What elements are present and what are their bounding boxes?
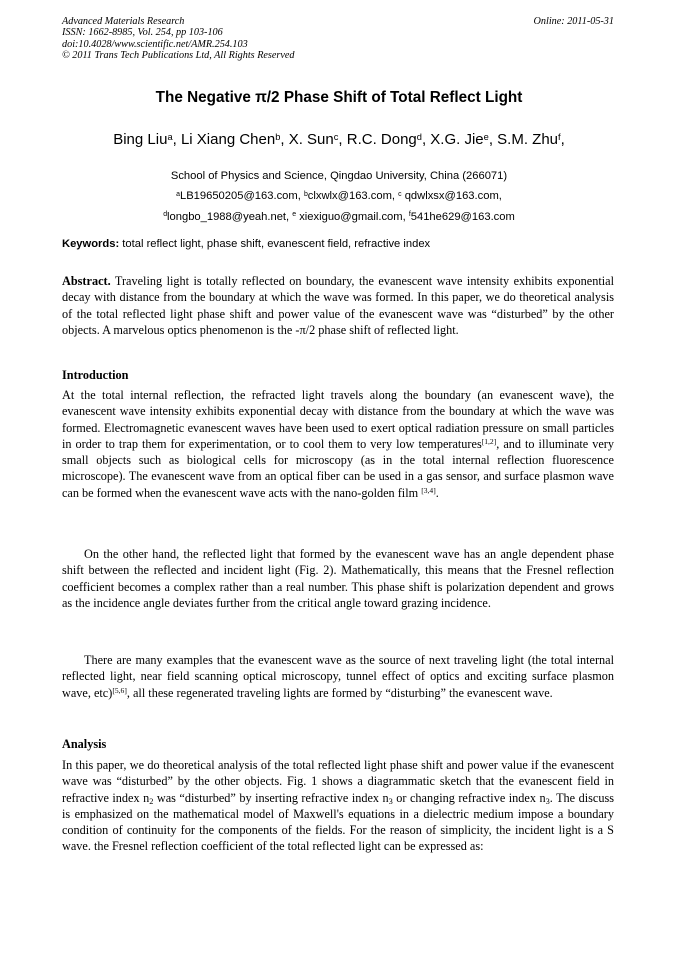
doi-line: doi:10.4028/www.scientific.net/AMR.254.103 — [62, 38, 248, 50]
author: R.C. Dong$^d$, — [346, 131, 431, 148]
intro-paragraph-1: At the total internal reflection, the refracted light travels along the boundary (an evanescent wave), the evanescent wave intensity exhibits exponential decay with distance from the boundary at which the wave was formed. Electromagnetic evanescent waves have been used to exert optical radiation pressure on small particles in order to trap them for experimentation, or to cool them to very low temperatures[1,2], and to illuminate very small objects such as biological cells for microscopy (as in the total internal reflection fluorescence microscope). The evanescent wave from an optical fiber can be used in a gas sensor, and surface plasmon wave can be formed when the evanescent wave acts with the nano-golden film [3,4]. — [62, 388, 614, 500]
running-header — [62, 16, 614, 62]
journal-name: Advanced Materials Research — [62, 16, 185, 27]
author: Li Xiang Chen$^b$, — [180, 131, 289, 148]
section-heading-introduction: Introduction — [62, 368, 129, 382]
email-line: $^d$longbo_1988@yeah.net, $^e$ xiexiguo@gmail.com, $^f$541he629@163.com — [163, 210, 515, 223]
online-date: Online: 2011-05-31 — [533, 16, 614, 27]
author-email: qdwlxsx@163.com — [401, 190, 499, 203]
email-line: $^a$LB19650205@163.com, $^b$clxwlx@163.com, $^c$ qdwlxsx@163.com, — [176, 190, 502, 203]
issn-line: ISSN: 1662-8985, Vol. 254, pp 103-106 — [62, 27, 223, 39]
abstract-text: Traveling light is totally reflected on boundary, the evanescent wave intensity exhibits exponential decay with distance from the boundary at which the wave was formed. In this paper, we do theoretical analysis of the total reflected light phase shift and power value of the evanescent wave was “disturbed” by the other objects. A marvelous optics phenomenon is the -π/2 phase shift of reflected light. — [62, 274, 614, 337]
author-list — [0, 131, 678, 148]
intro-paragraph-3: There are many examples that the evanescent wave as the source of next traveling light (the total internal reflected light, near field scanning optical microscopy, tunnel effect of optics and exciting surface plasmon wave, etc)[5,6], all these regenerated traveling lights are formed by “disturbing” the evanescent wave. — [62, 653, 614, 700]
keywords-label: Keywords: — [62, 238, 120, 250]
author: S.M. Zhu$^f$, — [497, 131, 565, 148]
author-email: longbo_1988@yeah.net — [167, 210, 287, 223]
author-email: clxwlx@163.com — [307, 190, 392, 203]
copyright-line: © 2011 Trans Tech Publications Ltd, All Rights Reserved — [62, 50, 295, 62]
author: X.G. Jie$^e$, — [430, 131, 498, 148]
citation: [3,4] — [421, 486, 436, 496]
author: Bing Liu$^a$, — [113, 131, 181, 148]
author: X. Sun$^c$, — [288, 131, 347, 148]
citation: [1,2] — [481, 437, 497, 447]
author-email: 541he629@163.com — [410, 210, 515, 223]
citation: [5,6] — [112, 686, 127, 696]
keywords-line — [62, 238, 614, 250]
analysis-paragraph: In this paper, we do theoretical analysis of the total reflected light phase shift and power value if the evanescent wave was “disturbed” by the other objects. Fig. 1 shows a diagrammatic sketch that the evanescent field in refractive index $n_2$ was “disturbed” by inserting refractive index $n_3$ or changing refractive index $n_3$. The discuss is emphasized on the mathematical model of Maxwell's equations in a dielectric medium impose a boundary condition of continuity for the components of the fields. For the reason of simplicity, the incident light is a S wave. the Fresnel reflection coefficient of the total reflected light can be expressed as: — [62, 758, 614, 854]
intro-paragraph-2: On the other hand, the reflected light that formed by the evanescent wave has an angle dependent phase shift between the reflected and incident light (Fig. 2). Mathematically, this means that the Fresnel reflection coefficient becomes a complex rather than a real number. This phase shift is polarization dependent and grows as the incidence angle deviates further from the critical angle toward grazing incidence. — [62, 547, 614, 610]
paper-title: The Negative π/2 Phase Shift of Total Reflect Light — [155, 89, 523, 106]
author-email: LB19650205@163.com — [179, 190, 298, 203]
affiliation-school: School of Physics and Science, Qingdao University, China (266071) — [170, 170, 508, 182]
section-heading-analysis: Analysis — [62, 737, 107, 751]
abstract-paragraph — [62, 273, 614, 338]
author-email: xiexiguo@gmail.com — [296, 210, 403, 223]
keywords-text: total reflect light, phase shift, evanescent field, refractive index — [119, 238, 431, 250]
abstract-label: Abstract. — [62, 274, 111, 288]
affiliation-block — [0, 166, 678, 227]
